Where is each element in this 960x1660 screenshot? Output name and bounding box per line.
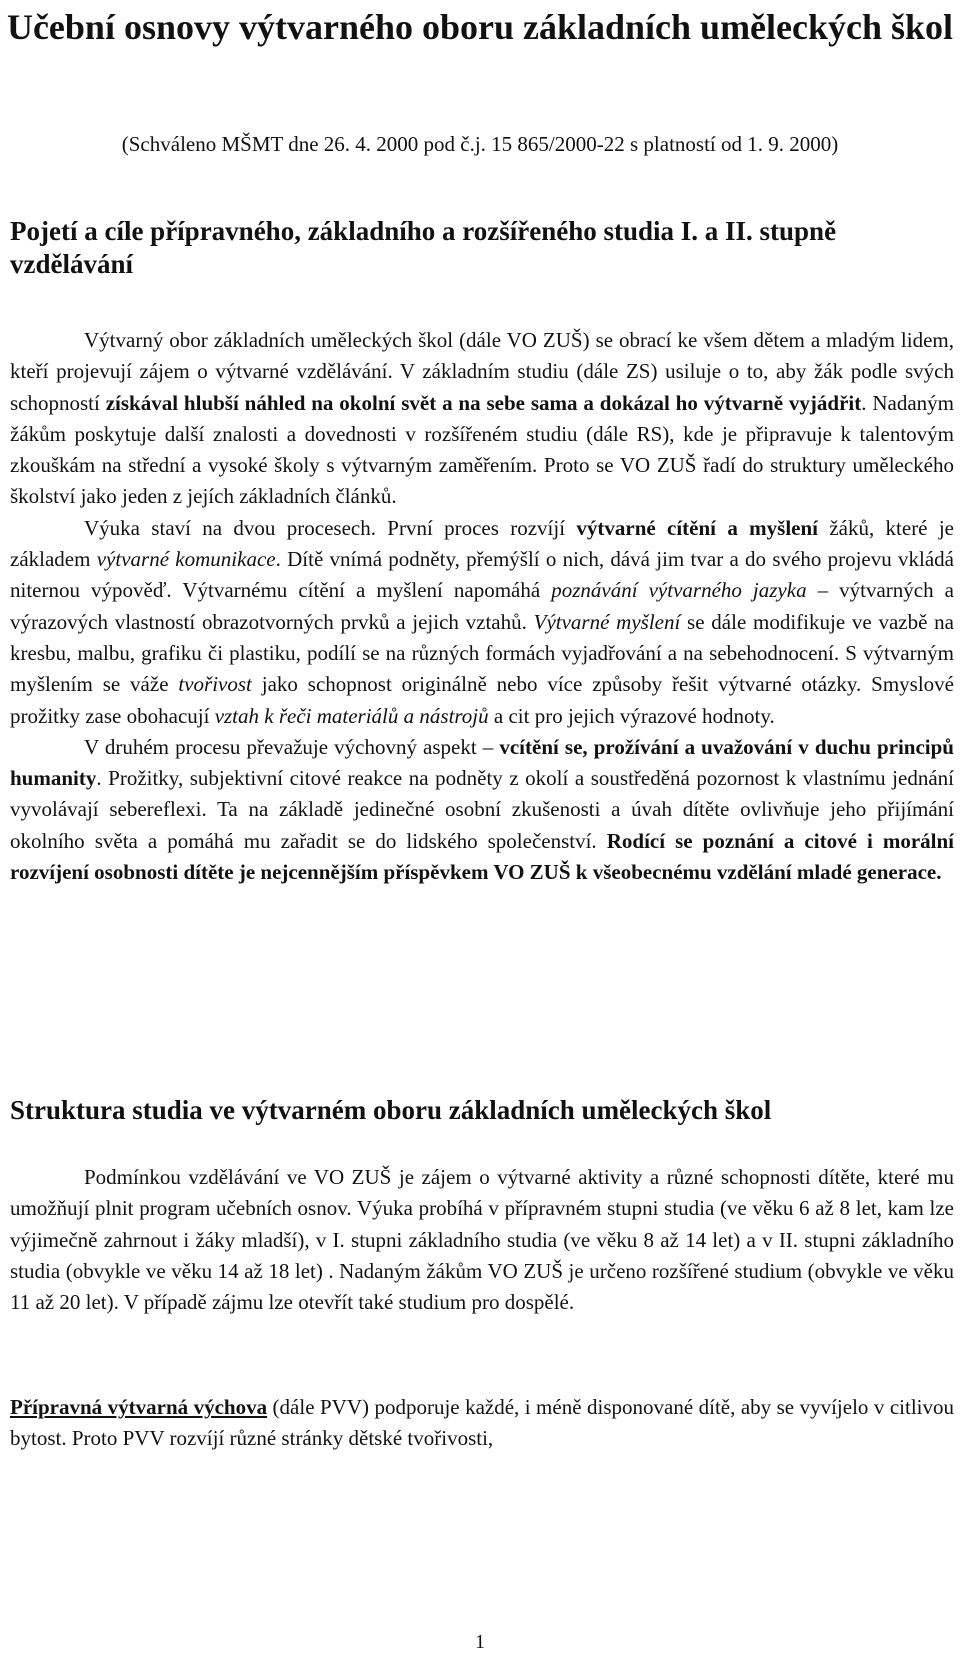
text-run: V druhém procesu převažuje výchovný aspekt – bbox=[84, 734, 500, 759]
bold-run: vcítění se, prožívání a uvažování v duchu principů humanity bbox=[10, 734, 954, 791]
text-run: . Prožitky, subjektivní citové reakce na podněty z okolí a soustředěná pozornost k vlastnímu jednání vyvolávají sebereflexi. Ta na základě jedinečné osobní zkušenosti a úvah dítěte ovlivňuje jeho přijímání okolního světa a pomáhá mu zařadit se do lidského společenství. bbox=[10, 766, 954, 853]
text-run: Podmínkou vzdělávání ve VO ZUŠ je zájem o výtvarné aktivity a různé schopnosti dítěte, které mu umožňují plnit program učebních osnov. Výuka probíhá v přípravném stupni studia (ve věku 6 až 8 let, kam lze výjimečně zahrnout i žáky mladší), v I. stupni základního studia (ve věku 8 až 14 let) a v II. stupni základního studia (obvykle ve věku 14 až 18 let) . Nadaným žákům VO ZUŠ je určeno rozšířené studium (obvykle ve věku 11 až 20 let). V případě zájmu lze otevřít také studium pro dospělé. bbox=[10, 1165, 954, 1315]
italic-run: tvořivost bbox=[178, 672, 252, 697]
text-run: – výtvarných a výrazových vlastností obrazotvorných prvků a jejich vztahů. bbox=[10, 578, 954, 634]
document-title: Učební osnovy výtvarného oboru základních uměleckých škol bbox=[6, 7, 954, 47]
text-run: . Nadaným žákům poskytuje další znalosti a dovednosti v rozšířeném studiu (dále RS), kde je připravuje k talentovým zkouškám na střední a vysoké školy s výtvarným zaměřením. Proto se VO ZUŠ řadí do struktury uměleckého školství jako jeden z jejích základních článků. bbox=[10, 390, 954, 509]
text-run: Výtvarný obor základních uměleckých škol (dále VO ZUŠ) se obrací ke všem dětem a mladým lidem, kteří projevují zájem o výtvarné vzdělávání. V základním studiu (dále ZS) usiluje o to, aby žák podle svých schopností bbox=[10, 328, 954, 415]
pvv-term: Přípravná výtvarná výchova bbox=[10, 1395, 268, 1419]
italic-run: výtvarné komunikace bbox=[96, 547, 276, 572]
bold-run: získával hlubší náhled na okolní svět a na sebe sama a dokázal ho výtvarně vyjádřit bbox=[105, 390, 862, 415]
bold-run: Rodící se poznání a citové i morální rozvíjení osobnosti dítěte je nejcennějším příspěvkem VO ZUŠ k všeobecnému vzdělání mladé generace. bbox=[10, 828, 954, 885]
text-run: (dále PVV) podporuje každé, i méně disponované dítě, aby se vyvíjelo v citlivou bytost. Proto PVV rozvíjí různé stránky dětské tvořivosti, bbox=[10, 1395, 954, 1451]
bold-run: výtvarné cítění a myšlení bbox=[576, 515, 818, 540]
italic-run: vztah k řeči materiálů a nástrojů bbox=[214, 703, 489, 728]
paragraph-aims bbox=[10, 325, 954, 888]
paragraph-pvv bbox=[10, 1392, 954, 1455]
approval-note: (Schváleno MŠMT dne 26. 4. 2000 pod č.j. 15 865/2000-22 s platností od 1. 9. 2000) bbox=[121, 132, 839, 156]
text-run: Výuka staví na dvou procesech. První proces rozvíjí bbox=[84, 515, 577, 540]
text-run: . Dítě vnímá podněty, přemýšlí o nich, dává jim tvar a do svého projevu vkládá niternou výpověď. Výtvarnému cítění a myšlení napomáhá bbox=[10, 547, 954, 603]
page-number: 1 bbox=[475, 1631, 485, 1653]
italic-run: Výtvarné myšlení bbox=[533, 609, 681, 634]
section-heading-aims: Pojetí a cíle přípravného, základního a rozšířeného studia I. a II. stupně vzdělávání bbox=[10, 216, 837, 279]
italic-run: poznávání výtvarného jazyka bbox=[551, 578, 807, 603]
section-heading-structure: Struktura studia ve výtvarném oboru základních uměleckých škol bbox=[10, 1095, 772, 1125]
text-run: jako schopnost originálně nebo více způsoby řešit výtvarné otázky. Smyslové prožitky zase obohacují bbox=[10, 672, 954, 728]
text-run: žáků, které je základem bbox=[10, 515, 954, 572]
text-run: a cit pro jejich výrazové hodnoty. bbox=[488, 703, 775, 728]
paragraph-structure bbox=[10, 1162, 954, 1318]
text-run: se dále modifikuje ve vazbě na kresbu, malbu, grafiku či plastiku, podílí se na různých formách vyjadřování a na sebehodnocení. S výtvarným myšlením se váže bbox=[10, 609, 954, 697]
